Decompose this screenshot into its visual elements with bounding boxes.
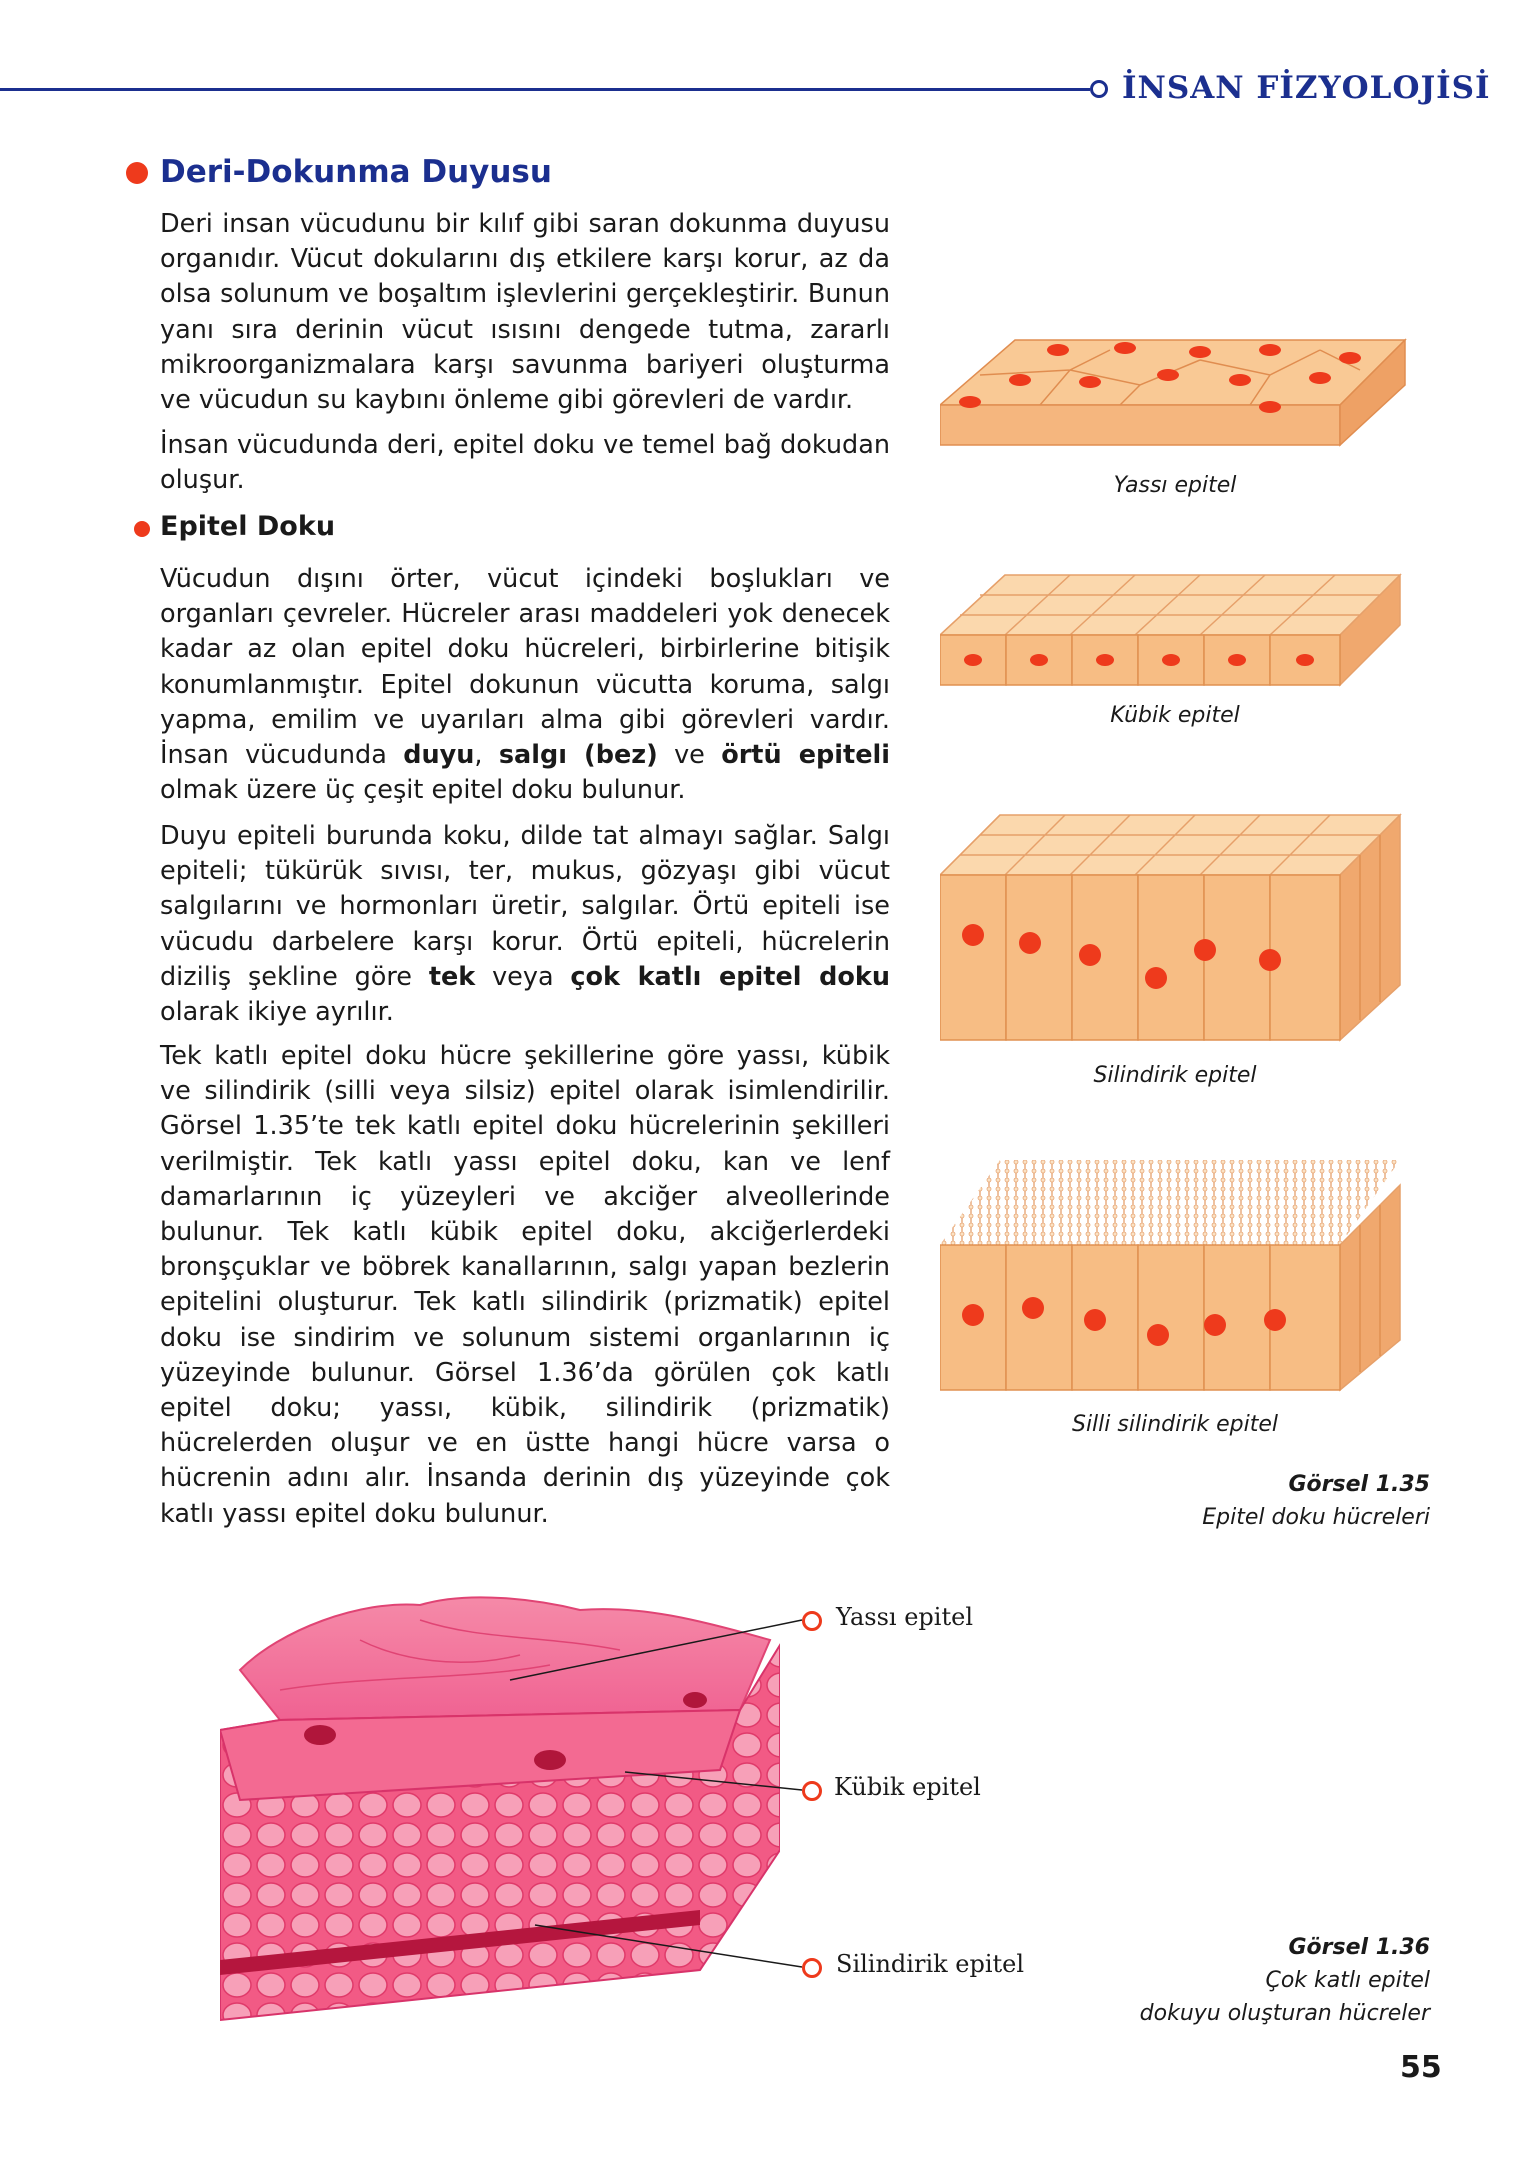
text-run: olarak ikiye ayrılır.: [160, 997, 394, 1028]
figure135-subtitle: Epitel doku hücreleri: [1202, 1505, 1430, 1530]
bold-term-duyu: duyu: [403, 740, 475, 771]
section-title: Deri-Dokunma Duyusu: [160, 154, 552, 190]
caption-columnar: Silindirik epitel: [1093, 1063, 1257, 1088]
bold-term-tek: tek: [428, 961, 476, 992]
page-number: 55: [1400, 2050, 1442, 2085]
label-ring-icon: [802, 1781, 822, 1801]
bold-term-salgi: salgı (bez): [498, 740, 658, 771]
caption-ciliated-columnar: Silli silindirik epitel: [1071, 1412, 1278, 1437]
figure136-subtitle-line1: Çok katlı epitel: [1265, 1968, 1430, 1993]
label-ring-icon: [802, 1611, 822, 1631]
paragraph-skin: Deri insan vücudunu bir kılıf gibi saran dokunma duyusu organıdır. Vücut dokularını dış etkilere karşı korur, az da olsa solunum ve boşaltım işlevlerini gerçekleştirir. Bunun yanı sıra derinin vücut ısısını dengede tutma, zararlı mikroorganizmalara karşı savunma bariyeri oluşturma ve vücudun su kaybını önleme gibi görevleri de vardır.: [160, 209, 890, 416]
caption-cuboidal: Kübik epitel: [1110, 703, 1240, 728]
label-squamous: Yassı epitel: [836, 1603, 973, 1631]
text-run: Duyu epiteli burunda koku, dilde tat almayı sağlar. Salgı epiteli; tükürük sıvısı, ter, mukus, gözyaşı gibi vücut salgılarını ve hormonları üretir, salgılar. Örtü epiteli ise vücudu darbelere karşı korur. Örtü epiteli, hücrelerin diziliş şekline göre: [160, 821, 890, 992]
subsection-title: Epitel Doku: [160, 511, 336, 542]
label-cuboidal: Kübik epitel: [834, 1773, 981, 1801]
figure135-title: Görsel 1.35: [1288, 1472, 1430, 1497]
caption-squamous: Yassı epitel: [1113, 473, 1237, 498]
bold-term-cok-katli: çok katlı epitel doku: [570, 961, 890, 992]
text-run: ve: [657, 740, 722, 771]
text-run: veya: [475, 961, 571, 992]
label-ring-icon: [802, 1958, 822, 1978]
label-columnar: Silindirik epitel: [836, 1950, 1025, 1978]
figure136-subtitle-line2: dokuyu oluşturan hücreler: [1139, 2001, 1430, 2026]
text-run: Vücudun dışını örter, vücut içindeki boşlukları ve organları çevreler. Hücreler arası maddeleri yok denecek kadar az olan epitel doku hücreleri, birbirlerine bitişik konumlanmıştır. Epitel dokunun vücutta koruma, salgı yapma, emilim ve uyarıları alma gibi görevleri vardır. İnsan vücudunda: [160, 564, 890, 771]
paragraph-single-layer: Tek katlı epitel doku hücre şekillerine göre yassı, kübik ve silindirik (silli veya silsiz) epitel olarak isimlendirilir. Görsel 1.35’te tek katlı epitel doku hücrelerinin şekilleri verilmiştir. Tek katlı yassı epitel doku, kan ve lenf damarlarının iç yüzeyleri ve akciğer alveollerinde bulunur. Tek katlı kübik epitel doku, akciğerlerdeki bronşçuklar ve böbrek kanallarının, salgı yapan bezlerin epitelini oluşturur. Tek katlı silindirik (prizmatik) epitel doku ise sindirim ve solunum sistemi organlarının iç yüzeyinde bulunur. Görsel 1.36’da görülen çok katlı epitel doku; yassı, kübik, silindirik (prizmatik) hücrelerden oluşur ve en üstte hangi hücre varsa o hücrenin adını alır. İnsanda derinin dış yüzeyinde çok katlı yassı epitel doku bulunur.: [160, 1041, 890, 1529]
header-title: İNSAN FİZYOLOJİSİ: [1122, 70, 1491, 106]
text-run: ,: [474, 740, 499, 771]
paragraph-skin-layers: İnsan vücudunda deri, epitel doku ve temel bağ dokudan oluşur.: [160, 430, 890, 496]
bold-term-ortu: örtü epiteli: [721, 740, 890, 771]
figure136-title: Görsel 1.36: [1288, 1935, 1430, 1960]
text-run: olmak üzere üç çeşit epitel doku bulunur.: [160, 775, 686, 806]
